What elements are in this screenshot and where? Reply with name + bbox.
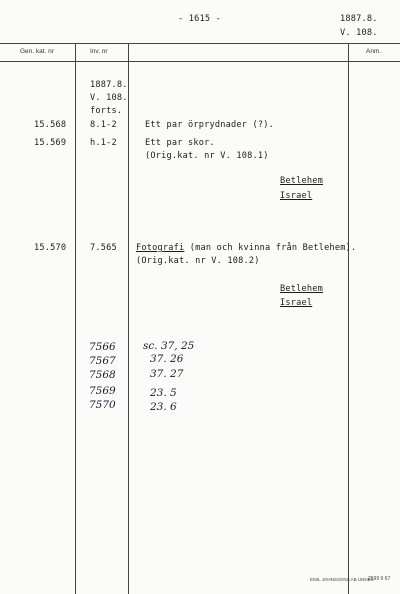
handwritten-ref: sc. 37, 25 — [143, 340, 195, 352]
header-bottom-rule — [0, 61, 400, 62]
page-number: - 1615 - — [178, 14, 221, 24]
header-ref-line1: 1887.8. — [340, 14, 378, 24]
entry-place-country: Israel — [280, 298, 313, 308]
entry-description: Ett par örprydnader (?). — [145, 120, 274, 130]
footer-form-number: 2599 9 67 — [368, 576, 391, 582]
handwritten-inv-nr: 7567 — [89, 355, 116, 367]
handwritten-inv-nr: 7569 — [89, 385, 116, 397]
column-divider-3 — [348, 43, 349, 594]
header-top-rule — [0, 43, 400, 44]
entry-gen-nr: 15.569 — [34, 138, 67, 148]
entry-gen-nr: 15.570 — [34, 243, 67, 253]
handwritten-inv-nr: 7570 — [89, 399, 116, 411]
column-divider-2 — [128, 43, 129, 594]
entry-description: Ett par skor. — [145, 138, 215, 148]
handwritten-inv-nr: 7568 — [89, 369, 116, 381]
entry-place-city: Betlehem — [280, 176, 323, 186]
ref-block-line2: V. 108. — [90, 93, 128, 103]
column-header-gen-kat-nr: Gen. kat. nr — [20, 48, 54, 55]
footer-printer-mark: EMIL JOHNSSONS AB UNNEX — [310, 577, 374, 582]
column-header-anm: Anm. — [366, 48, 382, 55]
entry-inv-nr: 7.565 — [90, 243, 117, 253]
handwritten-ref: 37. 27 — [150, 368, 184, 380]
entry-place-city: Betlehem — [280, 284, 323, 294]
entry-inv-nr: 8.1-2 — [90, 120, 117, 130]
handwritten-ref: 37. 26 — [150, 353, 184, 365]
entry-place-country: Israel — [280, 191, 313, 201]
handwritten-inv-nr: 7566 — [89, 341, 116, 353]
header-ref-line2: V. 108. — [340, 28, 378, 38]
entry-description — [136, 243, 356, 253]
handwritten-ref: 23. 6 — [150, 401, 177, 413]
ref-block-line3: forts. — [90, 106, 123, 116]
column-divider-1 — [75, 43, 76, 594]
entry-gen-nr: 15.568 — [34, 120, 67, 130]
column-header-inv-nr: Inv. nr — [90, 48, 108, 55]
ref-block-line1: 1887.8. — [90, 80, 128, 90]
entry-orig-kat: (Orig.kat. nr V. 108.2) — [136, 256, 260, 266]
entry-description-rest: (man och kvinna från Betlehem). — [184, 243, 357, 253]
handwritten-ref: 23. 5 — [150, 387, 177, 399]
entry-orig-kat: (Orig.kat. nr V. 108.1) — [145, 151, 269, 161]
entry-inv-nr: h.1-2 — [90, 138, 117, 148]
entry-description-title: Fotografi — [136, 243, 185, 253]
